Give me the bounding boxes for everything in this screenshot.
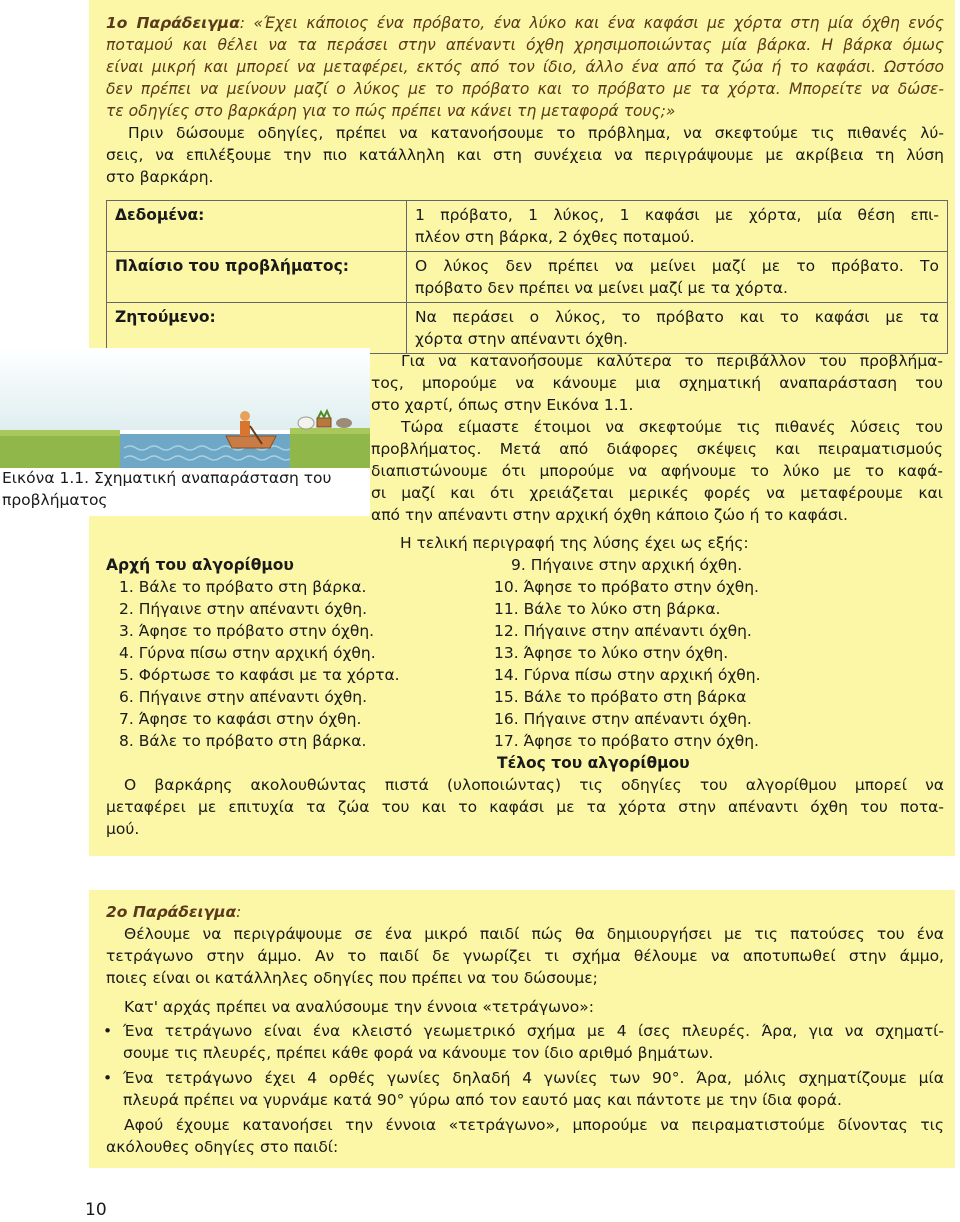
problem-line: ποταμού και θέλει να τα περάσει στην απέναντι όχθη χρησιμοποιώντας μία βάρκα. Η βάρκα όμως bbox=[106, 36, 944, 54]
example-1-problem: 1ο Παράδειγμα: «Έχει κάποιος ένα πρόβατο, ένα λύκο και ένα καφάσι με χόρτα στη μία όχθη ενός ποταμού και θέλει να τα περάσει στην απέναντι όχθη χρησιμοποιώντας μία βάρκα. Η βάρκα όμως είναι μικρή και μπορεί να μεταφέρει, εκτός από τον ίδιο, άλλο ένα από τα ζώα ή το καφάσι. Ωστόσο δεν πρέπει να μείνουν μαζί ο λύκος με το πρόβατο και το πρόβατο με τα χόρτα. Μπορείτε να δώσε- τε οδηγίες στο βαρκάρη για το πώς πρέπει να κάνει τη μεταφορά τους;» bbox=[106, 14, 944, 120]
right-bank-edge bbox=[290, 428, 370, 434]
algorithm-step: 6. Πήγαινε στην απέναντι όχθη. bbox=[119, 688, 367, 706]
table-row bbox=[107, 201, 948, 252]
list-item: • Ένα τετράγωνο είναι ένα κλειστό γεωμετρικό σχήμα με 4 ίσες πλευρές. Άρα, για να σχηματί- σουμε τις πλευρές, πρέπει κάθε φορά να κάνουμε τον ίδιο αριθμό βημάτων. bbox=[103, 1022, 944, 1062]
boatman-body bbox=[240, 421, 250, 436]
intro-line: στο βαρκάρη. bbox=[106, 168, 214, 186]
steps-left bbox=[119, 576, 479, 752]
figure-explanation: Για να κατανοήσουμε καλύτερα το περιβάλλον του προβλήμα- τος, μπορούμε να κάνουμε μια σχηματική αναπαράσταση του στο χαρτί, όπως στην Εικόνα 1.1. Τώρα είμαστε έτοιμοι να σκεφτούμε τις πιθανές λύσεις του προβλήματος. Μετά από διάφορες σκέψεις και πειραματισμούς διαπιστώνουμε ότι μπορούμε να αφήνουμε το λύκο με το καφά- σι μαζί και ότι χρειάζεται μερικές φορές να μεταφέρουμε και από την απέναντι στην αρχική όχθη κάποιο ζώο ή το καφάσι. bbox=[371, 352, 943, 524]
example-2-intro: Θέλουμε να περιγράψουμε σε ένα μικρό παιδί πώς θα δημιουργήσει με τις πατούσες του ένα τετράγωνο στην άμμο. Αν το παιδί δε γνωρίζει τι σχήμα θέλουμε να αποτυπωθεί στην άμμο, ποιες είναι οι κατάλληλες οδηγίες που πρέπει να του δώσουμε; bbox=[106, 925, 944, 987]
algorithm-start: Αρχή του αλγορίθμου bbox=[106, 556, 294, 574]
algorithm-step: 7. Άφησε το καφάσι στην όχθη. bbox=[119, 710, 362, 728]
page-number: 10 bbox=[85, 1200, 107, 1220]
sheep-icon bbox=[298, 417, 314, 429]
example-1-heading: 1ο Παράδειγμα bbox=[106, 14, 240, 32]
table-row bbox=[107, 252, 948, 303]
bullet-icon: • bbox=[103, 1069, 113, 1087]
example-2-closing: Αφού έχουμε κατανοήσει την έννοια «τετράγωνο», μπορούμε να πειραματιστούμε δίνοντας τις ακόλουθες οδηγίες στο παιδί: bbox=[106, 1116, 944, 1156]
algorithm-step: 12. Πήγαινε στην απέναντι όχθη. bbox=[494, 622, 752, 640]
example-1-intro bbox=[106, 122, 944, 188]
algorithm-step: 15. Βάλε το πρόβατο στη βάρκα bbox=[494, 688, 747, 706]
bullet-icon: • bbox=[103, 1022, 113, 1040]
sky bbox=[0, 348, 370, 430]
table-key: Πλαίσιο του προβλήματος: bbox=[107, 252, 407, 303]
problem-table bbox=[106, 200, 948, 354]
algorithm-end: Τέλος του αλγορίθμου bbox=[497, 754, 690, 772]
algorithm-step: 4. Γύρνα πίσω στην αρχική όχθη. bbox=[119, 644, 376, 662]
algorithm-step: 13. Άφησε το λύκο στην όχθη. bbox=[494, 644, 729, 662]
list-item: • Ένα τετράγωνο έχει 4 ορθές γωνίες δηλαδή 4 γωνίες των 90°. Άρα, μόλις σχηματίζουμε μία πλευρά πρέπει να γυρνάμε κατά 90° γύρω από τον εαυτό μας και πάντοτε με την ίδια φορά. bbox=[103, 1069, 944, 1109]
steps-right bbox=[494, 554, 934, 752]
table-value: 1 πρόβατο, 1 λύκος, 1 καφάσι με χόρτα, μία θέση επι- πλέον στη βάρκα, 2 όχθες ποταμού. bbox=[407, 201, 948, 252]
problem-line: τε οδηγίες στο βαρκάρη για το πώς πρέπει να κάνει τη μεταφορά τους;» bbox=[106, 102, 676, 120]
boatman-head bbox=[240, 411, 250, 421]
wolf-icon bbox=[336, 418, 352, 428]
algorithm-step: 1. Βάλε το πρόβατο στη βάρκα. bbox=[119, 578, 367, 596]
algorithm-step: 2. Πήγαινε στην απέναντι όχθη. bbox=[119, 600, 367, 618]
algorithm-step: 9. Πήγαινε στην αρχική όχθη. bbox=[511, 556, 743, 574]
intro-line: σεις, να επιλέξουμε την πιο κατάλληλη και στη συνέχεια να περιγράψουμε με ακρίβεια τη λύση bbox=[106, 146, 944, 164]
example-2-heading: 2ο Παράδειγμα: bbox=[106, 903, 242, 921]
table-value: Ο λύκος δεν πρέπει να μείνει μαζί με το πρόβατο. Το πρόβατο δεν πρέπει να μείνει μαζί με τα χόρτα. bbox=[407, 252, 948, 303]
algorithm-step: 17. Άφησε το πρόβατο στην όχθη. bbox=[494, 732, 759, 750]
algorithm-step: 16. Πήγαινε στην απέναντι όχθη. bbox=[494, 710, 752, 728]
river-illustration bbox=[0, 348, 370, 468]
algorithm-step: 8. Βάλε το πρόβατο στη βάρκα. bbox=[119, 732, 367, 750]
final-description: Η τελική περιγραφή της λύσης έχει ως εξής: bbox=[400, 534, 749, 552]
algorithm-step: 14. Γύρνα πίσω στην αρχική όχθη. bbox=[494, 666, 761, 684]
table-key: Δεδομένα: bbox=[107, 201, 407, 252]
problem-line: δεν πρέπει να μείνουν μαζί ο λύκος με το πρόβατο και το πρόβατο με τα χόρτα. Μπορείτε να δώσε- bbox=[106, 80, 944, 98]
concept-line: Κατ' αρχάς πρέπει να αναλύσουμε την έννοια «τετράγωνο»: bbox=[124, 998, 594, 1016]
problem-line: είναι μικρή και μπορεί να μεταφέρει, εκτός από τον ίδιο, άλλο ένα από τα ζώα ή το καφάσι. Ωστόσο bbox=[106, 58, 944, 76]
bullet-list bbox=[103, 1020, 944, 1111]
left-bank-edge bbox=[0, 430, 120, 436]
table-value: Να περάσει ο λύκος, το πρόβατο και το καφάσι με τα χόρτα στην απέναντι όχθη. bbox=[407, 303, 948, 354]
basket-icon bbox=[317, 418, 331, 427]
intro-line: Πριν δώσουμε οδηγίες, πρέπει να κατανοήσουμε το πρόβλημα, να σκεφτούμε τις πιθανές λύ- bbox=[128, 124, 944, 142]
boat-icon bbox=[226, 436, 276, 448]
algorithm-step: 11. Βάλε το λύκο στη βάρκα. bbox=[494, 600, 721, 618]
table-key: Ζητούμενο: bbox=[107, 303, 407, 354]
figure-caption: Εικόνα 1.1. Σχηματική αναπαράσταση του προβλήματος bbox=[2, 469, 332, 509]
algorithm-step: 5. Φόρτωσε το καφάσι με τα χόρτα. bbox=[119, 666, 400, 684]
example-2-box bbox=[89, 890, 955, 1168]
algorithm-step: 10. Άφησε το πρόβατο στην όχθη. bbox=[494, 578, 759, 596]
table-row bbox=[107, 303, 948, 354]
example-1-conclusion: Ο βαρκάρης ακολουθώντας πιστά (υλοποιώντας) τις οδηγίες του αλγορίθμου μπορεί να μεταφέρει με επιτυχία τα ζώα του και το καφάσι με τα χόρτα στην απέναντι όχθη του ποτα- μού. bbox=[106, 776, 944, 838]
figure-1-1 bbox=[0, 348, 370, 516]
algorithm-step: 3. Άφησε το πρόβατο στην όχθη. bbox=[119, 622, 375, 640]
problem-line: «Έχει κάποιος ένα πρόβατο, ένα λύκο και ένα καφάσι με χόρτα στη μία όχθη ενός bbox=[253, 14, 944, 32]
